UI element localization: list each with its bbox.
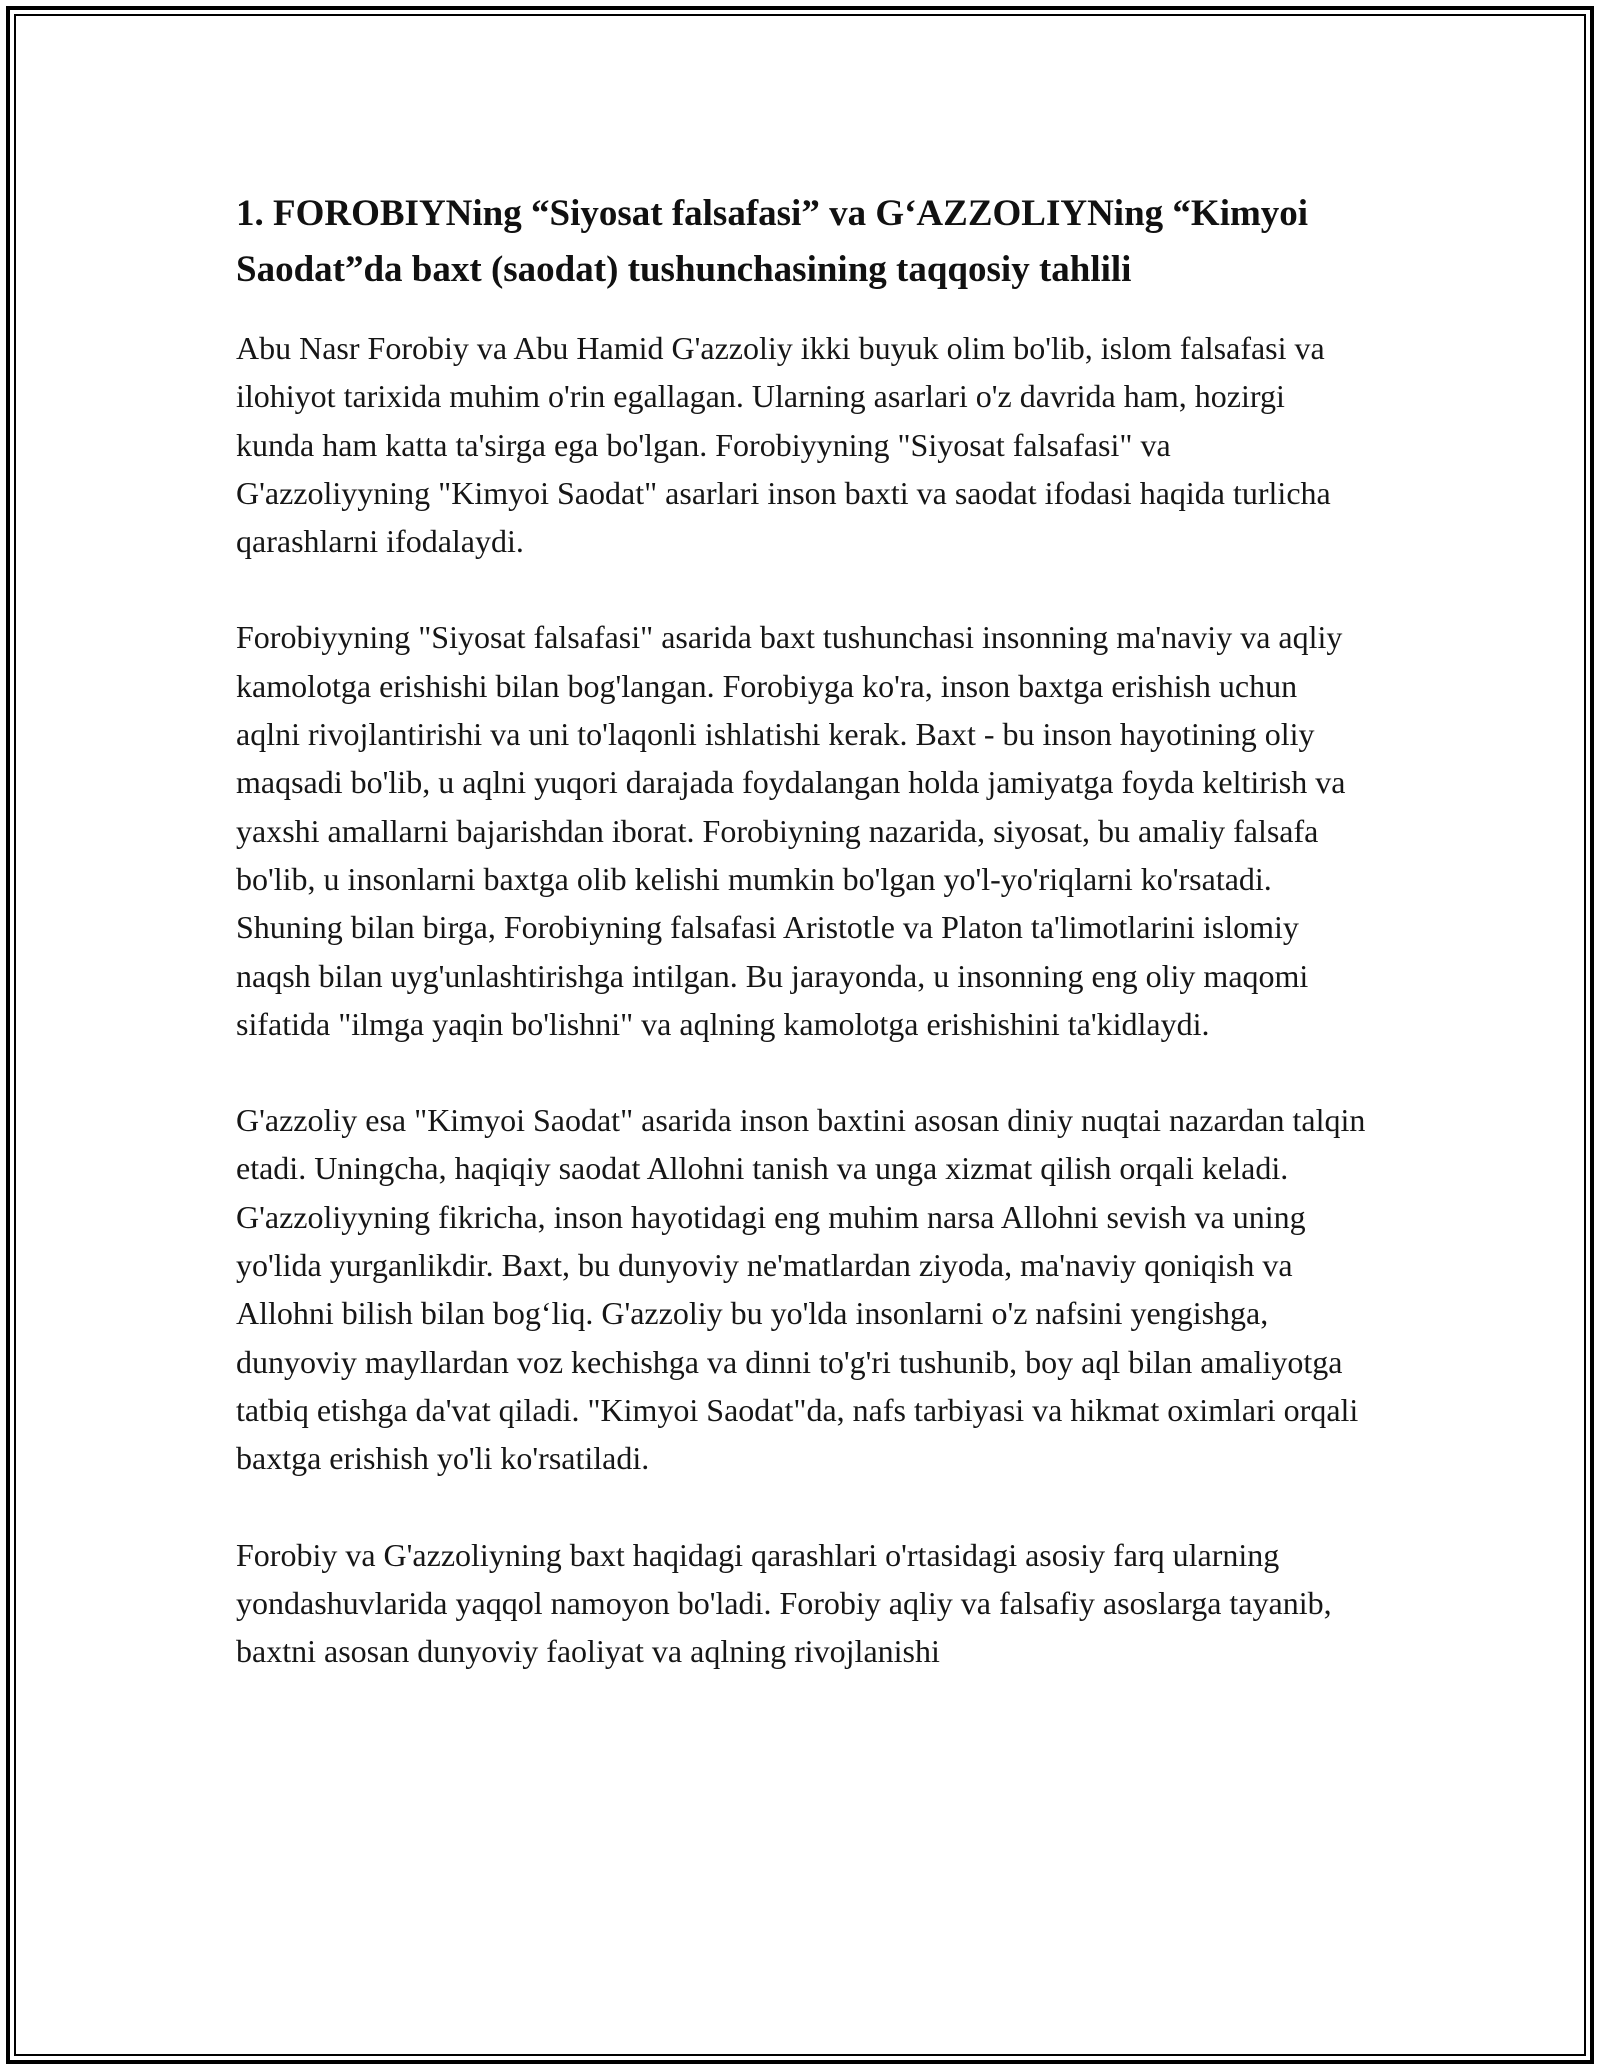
document-title: 1. FOROBIYNing “Siyosat falsafasi” va G‘AZZOLIYNing “Kimyoi Saodat”da baxt (saodat) tushunchasining taqqosiy tahlili — [236, 193, 1309, 290]
document-body — [236, 186, 1366, 1723]
paragraph-1: Abu Nasr Forobiy va Abu Hamid G'azzoliy ikki buyuk olim bo'lib, islom falsafasi va ilohiyot tarixida muhim o'rin egallagan. Ularning asarlari o'z davrida ham, hozirgi kunda ham katta ta'sirga ega bo'lgan. Forobiyyning "Siyosat falsafasi" va G'azzoliyyning "Kimyoi Saodat" asarlari inson baxti va saodat ifodasi haqida turlicha qarashlarni ifodalaydi. — [236, 330, 1331, 560]
paragraph-4: Forobiy va G'azzoliyning baxt haqidagi qarashlari o'rtasidagi asosiy farq ularning yondashuvlarida yaqqol namoyon bo'ladi. Forobiy aqliy va falsafiy asoslarga tayanib, baxtni asosan dunyoviy faoliyat va aqlning rivojlanishi — [236, 1536, 1332, 1670]
paragraph-2: Forobiyyning "Siyosat falsafasi" asarida baxt tushunchasi insonning ma'naviy va aqliy kamolotga erishishi bilan bog'langan. Forobiyga ko'ra, inson baxtga erishish uchun aqlni rivojlantirishi va uni to'laqonli ishlatishi kerak. Baxt - bu inson hayotining oliy maqsadi bo'lib, u aqlni yuqori darajada foydalangan holda jamiyatga foyda keltirish va yaxshi amallarni bajarishdan iborat. Forobiyning nazarida, siyosat, bu amaliy falsafa bo'lib, u insonlarni baxtga olib kelishi mumkin bo'lgan yo'l-yo'riqlarni ko'rsatadi. Shuning bilan birga, Forobiyning falsafasi Aristotle va Platon ta'limotlarini islomiy naqsh bilan uyg'unlashtirishga intilgan. Bu jarayonda, u insonning eng oliy maqomi sifatida "ilmga yaqin bo'lishni" va aqlning kamolotga erishishini ta'kidlaydi. — [236, 619, 1346, 1042]
paragraph-3: G'azzoliy esa "Kimyoi Saodat" asarida inson baxtini asosan diniy nuqtai nazardan talqin etadi. Uningcha, haqiqiy saodat Allohni tanish va unga xizmat qilish orqali keladi. G'azzoliyyning fikricha, inson hayotidagi eng muhim narsa Allohni sevish va uning yo'lida yurganlikdir. Baxt, bu dunyoviy ne'matlardan ziyoda, ma'naviy qoniqish va Allohni bilish bilan bog‘liq. G'azzoliy bu yo'lda insonlarni o'z nafsini yengishga, dunyoviy mayllardan voz kechishga va dinni to'g'ri tushunib, boy aql bilan amaliyotga tatbiq etishga da'vat qiladi. "Kimyoi Saodat"da, nafs tarbiyasi va hikmat oximlari orqali baxtga erishish yo'li ko'rsatiladi. — [236, 1102, 1366, 1477]
